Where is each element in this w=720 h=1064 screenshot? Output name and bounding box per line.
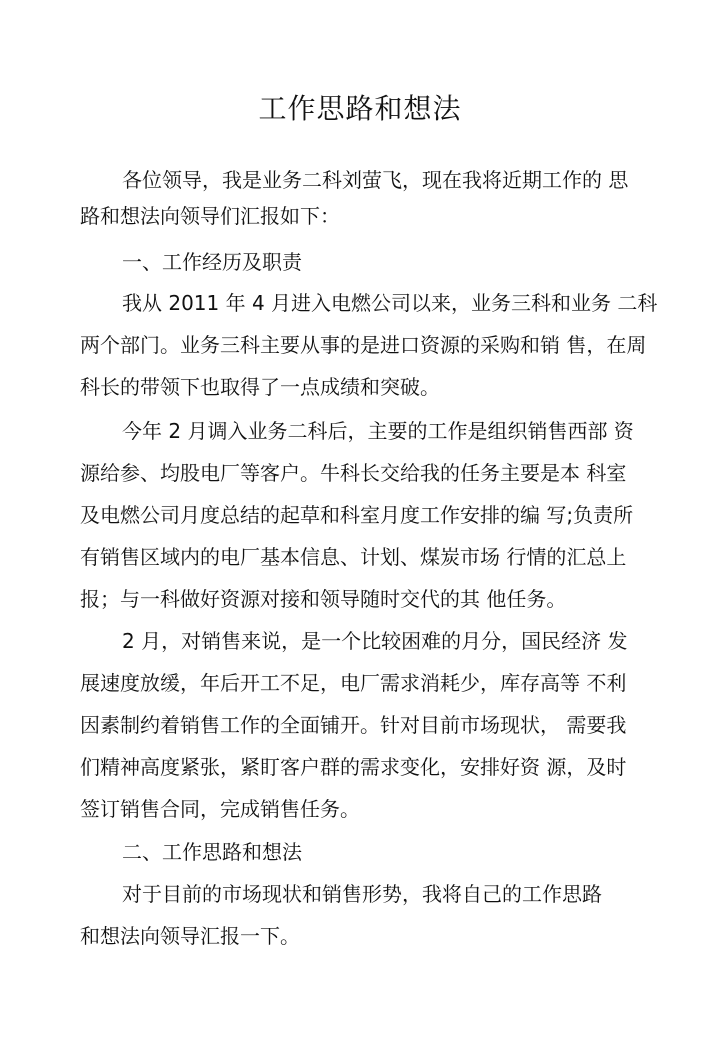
paragraph-line: 源给参、均股电厂等客户。牛科长交给我的任务主要是本 科室 — [80, 461, 627, 485]
paragraph-line: 科长的带领下也取得了一点成绩和突破。 — [80, 375, 440, 399]
section-heading-1: 一、工作经历及职责 — [122, 250, 302, 274]
section-heading-2: 二、工作思路和想法 — [122, 840, 302, 864]
paragraph-line: 路和想法向领导们汇报如下： — [80, 204, 340, 228]
paragraph-line: 对于目前的市场现状和销售形势，我将自己的工作思路 — [122, 882, 602, 906]
paragraph-line: 两个部门。业务三科主要从事的是进口资源的采购和销 售，在周 — [80, 333, 647, 357]
paragraph-line: 今年 2 月调入业务二科后，主要的工作是组织销售西部 资 — [122, 419, 634, 443]
paragraph-line: 和想法向领导汇报一下。 — [80, 924, 300, 948]
paragraph-line: 因素制约着销售工作的全面铺开。针对目前市场现状， 需要我 — [80, 713, 627, 737]
paragraph-line: 各位领导，我是业务二科刘萤飞，现在我将近期工作的 思 — [122, 168, 629, 192]
paragraph-line: 有销售区域内的电厂基本信息、计划、煤炭市场 行情的汇总上 — [80, 545, 627, 569]
paragraph-line: 报；与一科做好资源对接和领导随时交代的其 他任务。 — [80, 587, 567, 611]
document-title: 工作思路和想法 — [258, 92, 462, 125]
paragraph-line: 们精神高度紧张，紧盯客户群的需求变化，安排好资 源，及时 — [80, 755, 627, 779]
paragraph-line: 签订销售合同，完成销售任务。 — [80, 797, 360, 821]
paragraph-line: 展速度放缓，年后开工不足，电厂需求消耗少，库存高等 不利 — [80, 671, 627, 695]
paragraph-line: 2 月，对销售来说，是一个比较困难的月分，国民经济 发 — [122, 629, 628, 653]
paragraph-line: 及电燃公司月度总结的起草和科室月度工作安排的编 写;负责所 — [80, 503, 634, 527]
paragraph-line: 我从 2011 年 4 月进入电燃公司以来，业务三科和业务 二科 — [122, 291, 658, 315]
